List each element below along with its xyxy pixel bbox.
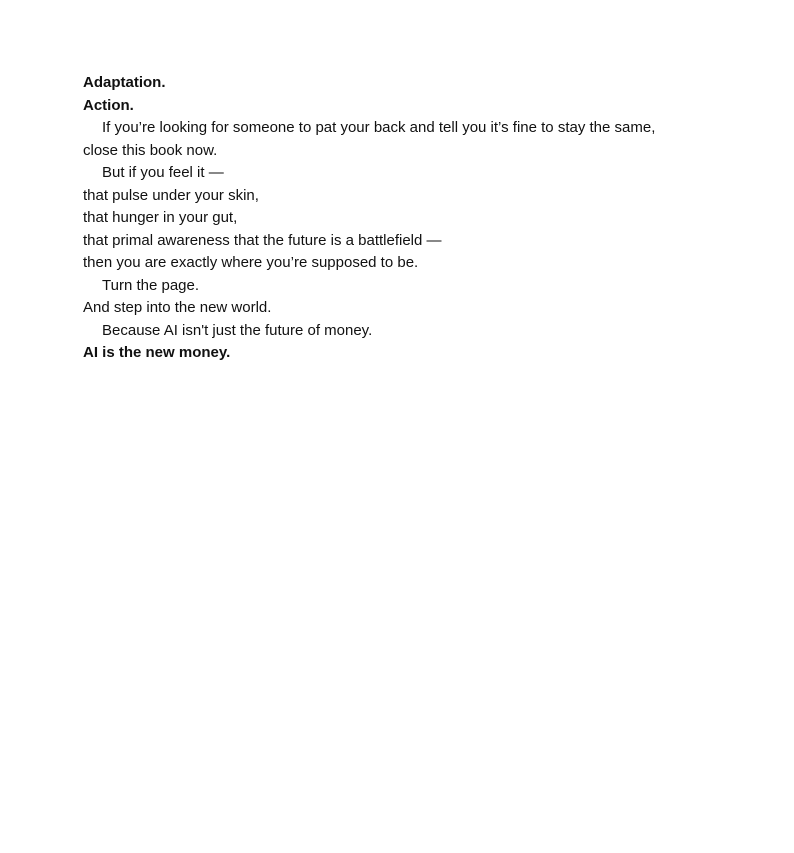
paragraph-line: But if you feel it — [102,164,224,181]
paragraph-line: Because AI isn't just the future of money. [102,321,373,339]
paragraph-line: that pulse under your skin, [83,186,259,204]
paragraph-line: then you are exactly where you’re supposed to be. [83,254,419,271]
closing-statement: AI is the new money. [83,344,231,361]
paragraph-line: that hunger in your gut, [83,209,238,226]
paragraph-line: Turn the page. [102,276,200,294]
heading-action: Action. [83,96,134,114]
paragraph-line: close this book now. [83,141,218,159]
paragraph-line: And step into the new world. [83,299,272,316]
paragraph-line: If you’re looking for someone to pat your back and tell you it’s fine to stay the same, [102,119,656,136]
heading-adaptation: Adaptation. [83,74,166,91]
document-text [83,72,723,365]
paragraph-line: that primal awareness that the future is a battlefield — [83,231,442,249]
